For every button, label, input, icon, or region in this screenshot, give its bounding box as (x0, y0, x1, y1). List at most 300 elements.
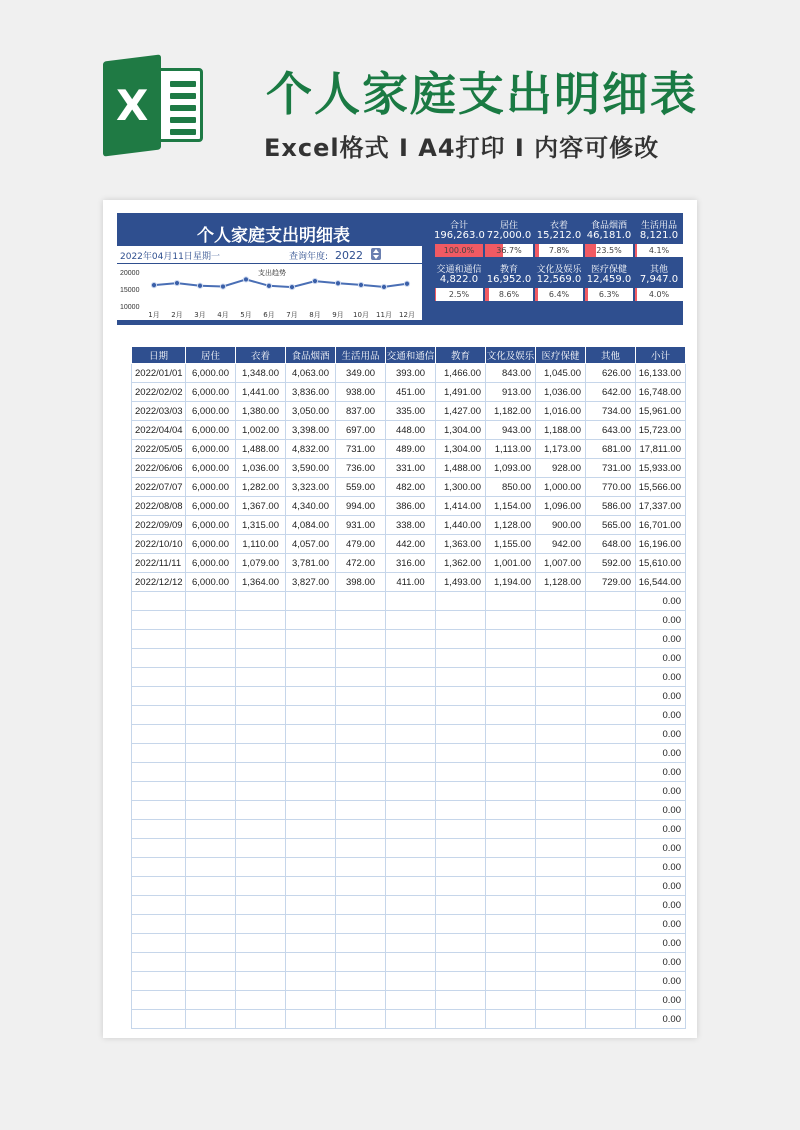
table-cell[interactable] (536, 934, 586, 953)
table-cell[interactable]: 6,000.00 (186, 383, 236, 402)
table-cell[interactable]: 942.00 (536, 535, 586, 554)
table-cell[interactable]: 3,590.00 (286, 459, 336, 478)
table-cell[interactable] (436, 972, 486, 991)
table-cell[interactable]: 1,128.00 (536, 573, 586, 592)
table-cell[interactable]: 900.00 (536, 516, 586, 535)
table-cell[interactable] (486, 649, 536, 668)
table-cell[interactable]: 316.00 (386, 554, 436, 573)
table-cell[interactable] (286, 744, 336, 763)
table-cell[interactable] (286, 915, 336, 934)
table-cell[interactable] (286, 706, 336, 725)
table-cell[interactable]: 1,367.00 (236, 497, 286, 516)
table-cell[interactable] (132, 782, 186, 801)
table-cell[interactable] (236, 839, 286, 858)
table-cell[interactable] (132, 991, 186, 1010)
table-cell[interactable]: 4,084.00 (286, 516, 336, 535)
table-cell[interactable] (336, 668, 386, 687)
table-cell[interactable]: 6,000.00 (186, 535, 236, 554)
table-cell[interactable] (386, 706, 436, 725)
table-cell[interactable] (586, 706, 636, 725)
table-cell[interactable]: 6,000.00 (186, 573, 236, 592)
table-cell[interactable]: 1,488.00 (436, 459, 486, 478)
table-cell[interactable] (132, 744, 186, 763)
table-cell[interactable] (336, 763, 386, 782)
table-cell[interactable] (436, 592, 486, 611)
table-cell[interactable] (336, 630, 386, 649)
table-cell[interactable]: 2022/06/06 (132, 459, 186, 478)
table-cell[interactable] (132, 611, 186, 630)
table-cell[interactable] (436, 877, 486, 896)
table-cell[interactable] (336, 934, 386, 953)
table-cell[interactable] (586, 1010, 636, 1029)
year-spinner-icon[interactable] (371, 248, 381, 260)
table-cell[interactable] (586, 725, 636, 744)
table-cell[interactable] (586, 630, 636, 649)
table-cell[interactable]: 913.00 (486, 383, 536, 402)
table-cell[interactable] (186, 611, 236, 630)
table-cell[interactable]: 2022/03/03 (132, 402, 186, 421)
table-cell[interactable] (586, 934, 636, 953)
table-cell[interactable] (486, 915, 536, 934)
table-cell[interactable]: 1,493.00 (436, 573, 486, 592)
table-cell[interactable] (536, 611, 586, 630)
table-cell[interactable]: 0.00 (636, 839, 686, 858)
table-cell[interactable] (386, 896, 436, 915)
table-cell[interactable] (132, 972, 186, 991)
table-cell[interactable] (236, 934, 286, 953)
table-cell[interactable]: 338.00 (386, 516, 436, 535)
table-cell[interactable] (132, 1010, 186, 1029)
table-cell[interactable]: 1,173.00 (536, 440, 586, 459)
table-cell[interactable]: 1,441.00 (236, 383, 286, 402)
table-cell[interactable] (436, 687, 486, 706)
table-cell[interactable]: 398.00 (336, 573, 386, 592)
table-cell[interactable] (286, 972, 336, 991)
table-cell[interactable] (186, 592, 236, 611)
table-cell[interactable] (132, 725, 186, 744)
table-cell[interactable]: 4,057.00 (286, 535, 336, 554)
table-cell[interactable]: 1,155.00 (486, 535, 536, 554)
table-cell[interactable] (536, 687, 586, 706)
table-cell[interactable] (236, 592, 286, 611)
table-cell[interactable]: 3,323.00 (286, 478, 336, 497)
table-cell[interactable]: 1,001.00 (486, 554, 536, 573)
table-cell[interactable] (132, 820, 186, 839)
table-cell[interactable]: 1,096.00 (536, 497, 586, 516)
table-cell[interactable]: 0.00 (636, 896, 686, 915)
table-cell[interactable] (336, 896, 386, 915)
table-cell[interactable] (186, 934, 236, 953)
table-cell[interactable]: 1,380.00 (236, 402, 286, 421)
table-cell[interactable]: 482.00 (386, 478, 436, 497)
query-year-value[interactable]: 2022 (335, 249, 363, 262)
table-cell[interactable]: 1,491.00 (436, 383, 486, 402)
table-cell[interactable]: 3,398.00 (286, 421, 336, 440)
table-cell[interactable] (336, 649, 386, 668)
table-cell[interactable] (436, 934, 486, 953)
table-cell[interactable] (386, 744, 436, 763)
table-cell[interactable] (536, 801, 586, 820)
table-cell[interactable] (336, 782, 386, 801)
table-cell[interactable] (186, 649, 236, 668)
table-cell[interactable]: 2022/04/04 (132, 421, 186, 440)
table-cell[interactable] (536, 953, 586, 972)
table-cell[interactable]: 938.00 (336, 383, 386, 402)
table-cell[interactable] (436, 630, 486, 649)
table-cell[interactable] (486, 630, 536, 649)
table-cell[interactable] (336, 991, 386, 1010)
table-cell[interactable] (586, 611, 636, 630)
table-cell[interactable] (586, 858, 636, 877)
table-cell[interactable] (236, 972, 286, 991)
table-cell[interactable] (186, 972, 236, 991)
table-cell[interactable]: 6,000.00 (186, 402, 236, 421)
table-cell[interactable] (236, 725, 286, 744)
table-cell[interactable] (536, 915, 586, 934)
table-cell[interactable]: 731.00 (586, 459, 636, 478)
table-cell[interactable] (186, 725, 236, 744)
table-cell[interactable] (586, 839, 636, 858)
table-cell[interactable]: 16,701.00 (636, 516, 686, 535)
table-cell[interactable] (486, 1010, 536, 1029)
table-cell[interactable] (336, 744, 386, 763)
table-cell[interactable] (586, 649, 636, 668)
table-cell[interactable] (336, 877, 386, 896)
table-cell[interactable] (536, 592, 586, 611)
table-cell[interactable]: 411.00 (386, 573, 436, 592)
table-cell[interactable]: 770.00 (586, 478, 636, 497)
table-cell[interactable]: 331.00 (386, 459, 436, 478)
table-cell[interactable]: 0.00 (636, 649, 686, 668)
table-cell[interactable]: 15,933.00 (636, 459, 686, 478)
table-cell[interactable] (486, 858, 536, 877)
table-cell[interactable]: 1,282.00 (236, 478, 286, 497)
table-cell[interactable]: 837.00 (336, 402, 386, 421)
table-cell[interactable]: 472.00 (336, 554, 386, 573)
table-cell[interactable]: 0.00 (636, 744, 686, 763)
table-cell[interactable] (186, 630, 236, 649)
table-cell[interactable] (236, 763, 286, 782)
table-cell[interactable] (236, 687, 286, 706)
table-cell[interactable] (386, 877, 436, 896)
table-cell[interactable] (236, 915, 286, 934)
table-cell[interactable] (486, 934, 536, 953)
table-cell[interactable]: 451.00 (386, 383, 436, 402)
table-cell[interactable] (286, 592, 336, 611)
table-cell[interactable] (486, 592, 536, 611)
table-cell[interactable]: 1,079.00 (236, 554, 286, 573)
table-cell[interactable]: 2022/05/05 (132, 440, 186, 459)
table-cell[interactable]: 1,466.00 (436, 364, 486, 383)
table-cell[interactable] (132, 934, 186, 953)
table-cell[interactable] (486, 953, 536, 972)
table-cell[interactable]: 6,000.00 (186, 440, 236, 459)
table-cell[interactable]: 1,315.00 (236, 516, 286, 535)
table-cell[interactable]: 1,045.00 (536, 364, 586, 383)
table-cell[interactable] (486, 782, 536, 801)
table-cell[interactable] (436, 725, 486, 744)
table-cell[interactable] (386, 668, 436, 687)
table-cell[interactable] (236, 611, 286, 630)
table-cell[interactable]: 697.00 (336, 421, 386, 440)
table-cell[interactable] (132, 630, 186, 649)
table-cell[interactable]: 17,337.00 (636, 497, 686, 516)
table-cell[interactable] (132, 915, 186, 934)
table-cell[interactable] (536, 972, 586, 991)
table-cell[interactable] (386, 991, 436, 1010)
table-cell[interactable] (436, 649, 486, 668)
table-cell[interactable]: 1,300.00 (436, 478, 486, 497)
table-cell[interactable] (486, 801, 536, 820)
table-cell[interactable]: 2022/09/09 (132, 516, 186, 535)
table-cell[interactable]: 729.00 (586, 573, 636, 592)
table-cell[interactable] (386, 820, 436, 839)
table-cell[interactable]: 1,036.00 (236, 459, 286, 478)
table-cell[interactable] (386, 782, 436, 801)
table-cell[interactable]: 479.00 (336, 535, 386, 554)
table-cell[interactable]: 0.00 (636, 725, 686, 744)
table-cell[interactable]: 2022/02/02 (132, 383, 186, 402)
table-cell[interactable]: 1,488.00 (236, 440, 286, 459)
table-cell[interactable] (486, 896, 536, 915)
table-cell[interactable] (286, 782, 336, 801)
table-cell[interactable] (386, 592, 436, 611)
table-cell[interactable] (286, 953, 336, 972)
table-cell[interactable]: 0.00 (636, 630, 686, 649)
table-cell[interactable] (186, 801, 236, 820)
table-cell[interactable] (336, 801, 386, 820)
table-cell[interactable] (486, 725, 536, 744)
table-cell[interactable] (132, 953, 186, 972)
table-cell[interactable] (536, 649, 586, 668)
table-cell[interactable] (386, 763, 436, 782)
table-cell[interactable]: 1,182.00 (486, 402, 536, 421)
table-cell[interactable]: 448.00 (386, 421, 436, 440)
table-cell[interactable] (132, 706, 186, 725)
table-cell[interactable] (336, 611, 386, 630)
table-cell[interactable] (336, 725, 386, 744)
table-cell[interactable]: 626.00 (586, 364, 636, 383)
table-cell[interactable] (536, 744, 586, 763)
table-cell[interactable] (286, 668, 336, 687)
table-cell[interactable] (536, 839, 586, 858)
table-cell[interactable] (536, 782, 586, 801)
table-cell[interactable] (236, 630, 286, 649)
table-cell[interactable]: 2022/08/08 (132, 497, 186, 516)
table-cell[interactable] (436, 953, 486, 972)
table-cell[interactable]: 6,000.00 (186, 554, 236, 573)
table-cell[interactable] (132, 858, 186, 877)
table-cell[interactable]: 0.00 (636, 877, 686, 896)
table-cell[interactable] (586, 801, 636, 820)
table-cell[interactable]: 0.00 (636, 763, 686, 782)
table-cell[interactable] (286, 991, 336, 1010)
table-cell[interactable] (586, 991, 636, 1010)
table-cell[interactable] (236, 706, 286, 725)
table-cell[interactable] (132, 687, 186, 706)
table-cell[interactable]: 1,427.00 (436, 402, 486, 421)
table-cell[interactable]: 489.00 (386, 440, 436, 459)
table-cell[interactable]: 1,016.00 (536, 402, 586, 421)
table-cell[interactable] (286, 611, 336, 630)
table-cell[interactable]: 4,063.00 (286, 364, 336, 383)
table-cell[interactable]: 386.00 (386, 497, 436, 516)
table-cell[interactable] (132, 839, 186, 858)
table-cell[interactable] (336, 706, 386, 725)
table-cell[interactable] (586, 820, 636, 839)
table-cell[interactable] (436, 915, 486, 934)
table-cell[interactable]: 393.00 (386, 364, 436, 383)
table-cell[interactable] (186, 820, 236, 839)
table-cell[interactable] (286, 877, 336, 896)
table-cell[interactable]: 2022/07/07 (132, 478, 186, 497)
table-cell[interactable] (536, 706, 586, 725)
table-cell[interactable] (586, 687, 636, 706)
table-cell[interactable]: 1,440.00 (436, 516, 486, 535)
table-cell[interactable] (386, 630, 436, 649)
table-cell[interactable] (536, 630, 586, 649)
table-cell[interactable] (236, 782, 286, 801)
table-cell[interactable]: 0.00 (636, 991, 686, 1010)
table-cell[interactable]: 442.00 (386, 535, 436, 554)
table-cell[interactable]: 6,000.00 (186, 497, 236, 516)
table-cell[interactable] (236, 744, 286, 763)
table-cell[interactable] (386, 953, 436, 972)
table-cell[interactable] (186, 915, 236, 934)
table-cell[interactable] (386, 915, 436, 934)
table-cell[interactable]: 731.00 (336, 440, 386, 459)
table-cell[interactable] (486, 972, 536, 991)
table-cell[interactable]: 6,000.00 (186, 364, 236, 383)
table-cell[interactable]: 850.00 (486, 478, 536, 497)
table-cell[interactable] (336, 972, 386, 991)
table-cell[interactable]: 736.00 (336, 459, 386, 478)
table-cell[interactable]: 15,961.00 (636, 402, 686, 421)
table-cell[interactable]: 6,000.00 (186, 421, 236, 440)
table-cell[interactable]: 1,093.00 (486, 459, 536, 478)
table-cell[interactable] (586, 896, 636, 915)
table-cell[interactable] (586, 877, 636, 896)
table-cell[interactable]: 943.00 (486, 421, 536, 440)
table-cell[interactable]: 2022/01/01 (132, 364, 186, 383)
table-cell[interactable]: 1,188.00 (536, 421, 586, 440)
table-cell[interactable] (286, 763, 336, 782)
table-cell[interactable] (286, 820, 336, 839)
table-cell[interactable]: 586.00 (586, 497, 636, 516)
table-cell[interactable] (236, 896, 286, 915)
table-cell[interactable]: 6,000.00 (186, 516, 236, 535)
table-cell[interactable]: 0.00 (636, 687, 686, 706)
table-cell[interactable] (386, 1010, 436, 1029)
table-cell[interactable] (286, 725, 336, 744)
table-cell[interactable]: 1,364.00 (236, 573, 286, 592)
table-cell[interactable] (486, 611, 536, 630)
table-cell[interactable] (336, 839, 386, 858)
table-cell[interactable] (586, 763, 636, 782)
table-cell[interactable]: 1,113.00 (486, 440, 536, 459)
table-cell[interactable] (132, 763, 186, 782)
table-cell[interactable]: 2022/12/12 (132, 573, 186, 592)
table-cell[interactable] (436, 991, 486, 1010)
table-cell[interactable] (436, 782, 486, 801)
table-cell[interactable]: 0.00 (636, 801, 686, 820)
table-cell[interactable] (436, 896, 486, 915)
table-cell[interactable]: 1,036.00 (536, 383, 586, 402)
table-cell[interactable]: 15,610.00 (636, 554, 686, 573)
table-cell[interactable]: 0.00 (636, 820, 686, 839)
table-cell[interactable] (536, 725, 586, 744)
table-cell[interactable]: 559.00 (336, 478, 386, 497)
table-cell[interactable] (286, 934, 336, 953)
table-cell[interactable]: 0.00 (636, 706, 686, 725)
table-cell[interactable] (286, 896, 336, 915)
table-cell[interactable] (436, 839, 486, 858)
table-cell[interactable]: 15,566.00 (636, 478, 686, 497)
table-cell[interactable] (186, 782, 236, 801)
table-cell[interactable] (336, 592, 386, 611)
table-cell[interactable]: 16,133.00 (636, 364, 686, 383)
table-cell[interactable] (132, 801, 186, 820)
table-cell[interactable] (536, 991, 586, 1010)
table-cell[interactable]: 0.00 (636, 934, 686, 953)
table-cell[interactable] (436, 706, 486, 725)
table-cell[interactable] (386, 858, 436, 877)
table-cell[interactable] (486, 687, 536, 706)
table-cell[interactable] (536, 1010, 586, 1029)
table-cell[interactable]: 1,000.00 (536, 478, 586, 497)
table-cell[interactable] (386, 687, 436, 706)
table-cell[interactable]: 1,007.00 (536, 554, 586, 573)
table-cell[interactable] (236, 1010, 286, 1029)
table-cell[interactable] (436, 611, 486, 630)
table-cell[interactable] (236, 668, 286, 687)
table-cell[interactable]: 0.00 (636, 953, 686, 972)
table-cell[interactable]: 681.00 (586, 440, 636, 459)
table-cell[interactable] (336, 953, 386, 972)
table-cell[interactable]: 734.00 (586, 402, 636, 421)
table-cell[interactable]: 3,781.00 (286, 554, 336, 573)
table-cell[interactable]: 16,748.00 (636, 383, 686, 402)
table-cell[interactable] (186, 668, 236, 687)
table-cell[interactable] (236, 877, 286, 896)
table-cell[interactable]: 994.00 (336, 497, 386, 516)
table-cell[interactable] (336, 820, 386, 839)
table-cell[interactable]: 335.00 (386, 402, 436, 421)
table-cell[interactable] (236, 858, 286, 877)
table-cell[interactable] (236, 953, 286, 972)
table-cell[interactable]: 1,304.00 (436, 440, 486, 459)
table-cell[interactable] (186, 687, 236, 706)
table-cell[interactable]: 642.00 (586, 383, 636, 402)
table-cell[interactable] (386, 725, 436, 744)
table-cell[interactable] (586, 668, 636, 687)
table-cell[interactable] (286, 858, 336, 877)
table-cell[interactable] (586, 782, 636, 801)
table-cell[interactable]: 2022/10/10 (132, 535, 186, 554)
table-cell[interactable]: 1,110.00 (236, 535, 286, 554)
table-cell[interactable] (536, 668, 586, 687)
table-cell[interactable] (236, 820, 286, 839)
table-cell[interactable] (186, 839, 236, 858)
table-cell[interactable]: 3,827.00 (286, 573, 336, 592)
table-cell[interactable] (386, 649, 436, 668)
table-cell[interactable] (186, 1010, 236, 1029)
table-cell[interactable]: 928.00 (536, 459, 586, 478)
table-cell[interactable]: 3,050.00 (286, 402, 336, 421)
table-cell[interactable] (586, 744, 636, 763)
table-cell[interactable]: 2022/11/11 (132, 554, 186, 573)
table-cell[interactable] (132, 592, 186, 611)
